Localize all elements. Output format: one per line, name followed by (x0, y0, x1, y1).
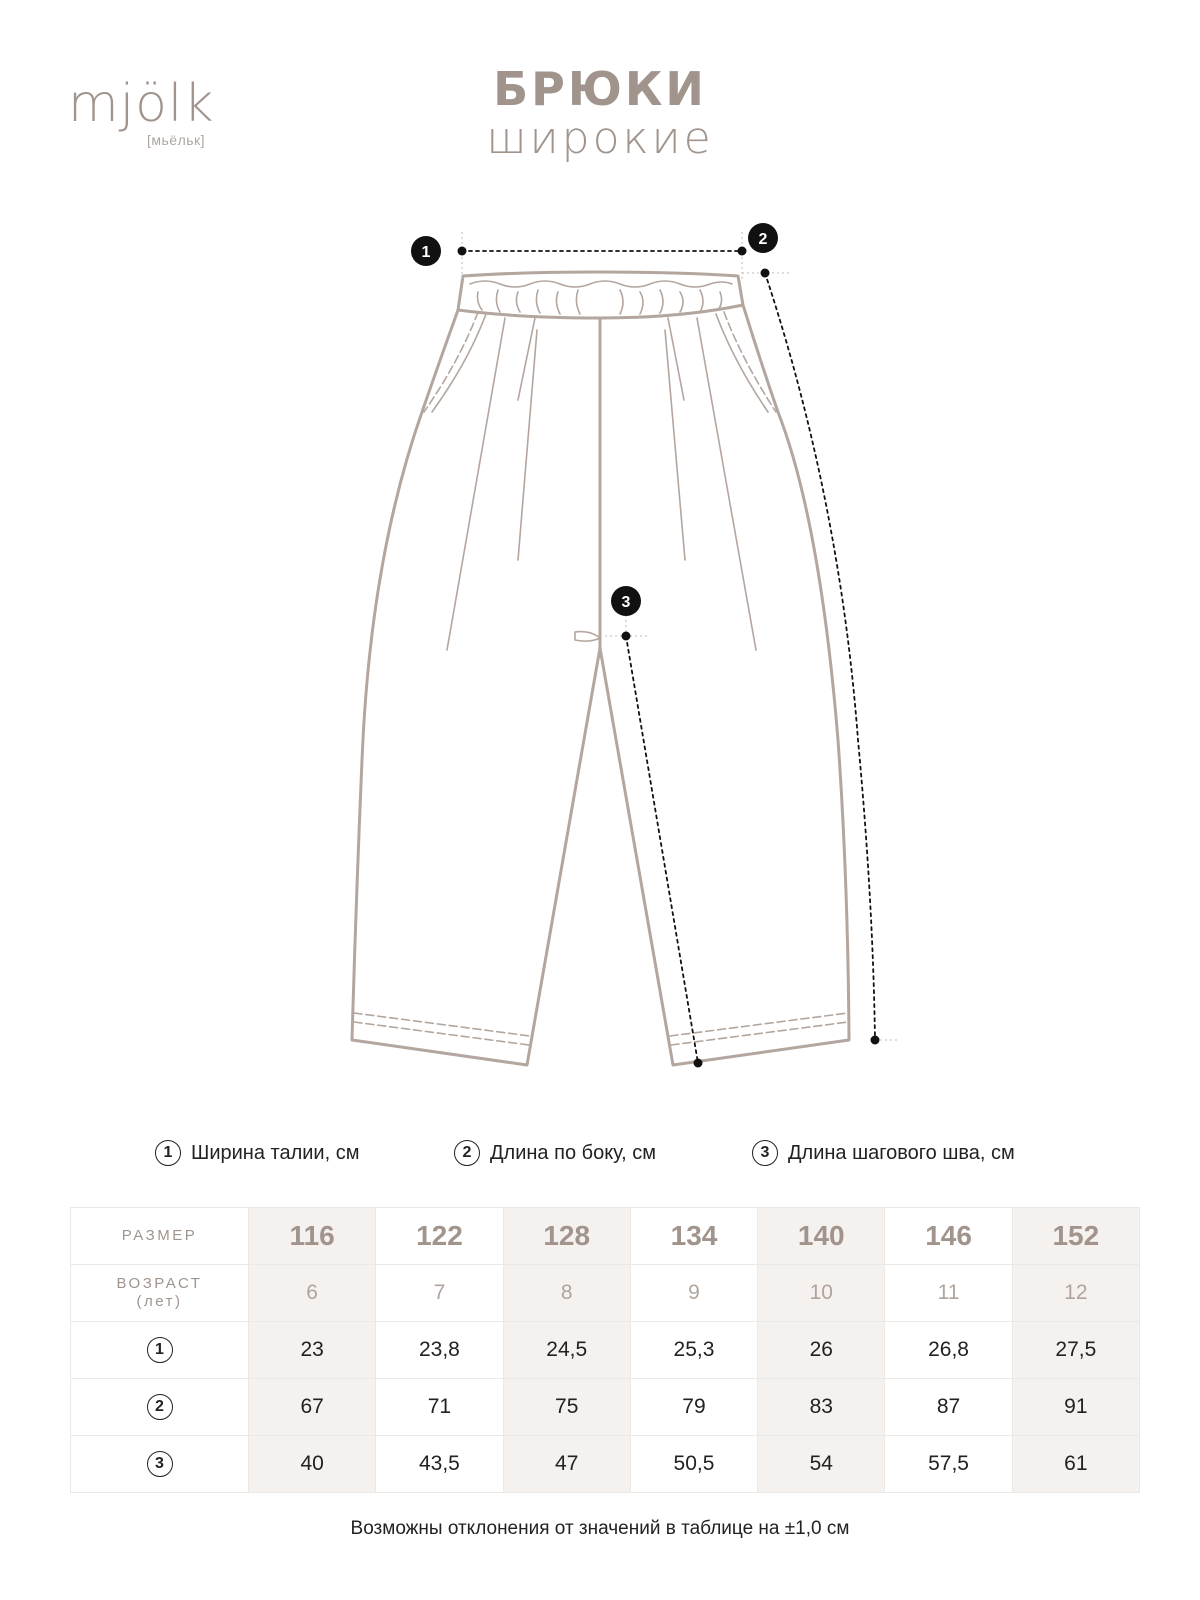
size-cell: 152 (1012, 1208, 1139, 1265)
value-cell: 23 (249, 1322, 376, 1379)
age-cell: 6 (249, 1265, 376, 1322)
page-title (0, 62, 1200, 162)
size-cell: 146 (885, 1208, 1012, 1265)
value-cell: 71 (376, 1379, 503, 1436)
legend-item-waist (155, 1140, 359, 1166)
marker-3-label: 3 (621, 594, 631, 611)
value-cell: 27,5 (1012, 1322, 1139, 1379)
age-cell: 10 (758, 1265, 885, 1322)
row-number-cell (71, 1379, 249, 1436)
measurement-legend (0, 1140, 1200, 1170)
value-cell: 40 (249, 1436, 376, 1493)
brand-transliteration: [мьёльк] (147, 132, 206, 148)
row-number-3: 3 (147, 1451, 173, 1477)
table-row-inseam (71, 1436, 1140, 1493)
row-number-cell (71, 1322, 249, 1379)
title-main: БРЮКИ (493, 62, 707, 116)
value-cell: 67 (249, 1379, 376, 1436)
pants-technical-drawing (0, 200, 1200, 1100)
legend-label-waist: Ширина талии, см (191, 1141, 360, 1164)
value-cell: 24,5 (503, 1322, 630, 1379)
tolerance-note: Возможны отклонения от значений в таблице на ±1,0 см (350, 1518, 850, 1539)
value-cell: 47 (503, 1436, 630, 1493)
marker-1 (411, 236, 441, 266)
legend-label-side-length: Длина по боку, см (490, 1141, 657, 1164)
legend-label-inseam: Длина шагового шва, см (788, 1141, 1015, 1164)
size-cell: 140 (758, 1208, 885, 1265)
row-number-2: 2 (147, 1394, 173, 1420)
value-cell: 79 (630, 1379, 757, 1436)
age-cell: 7 (376, 1265, 503, 1322)
table-row-ages (71, 1265, 1140, 1322)
table-row-waist (71, 1322, 1140, 1379)
age-cell: 11 (885, 1265, 1012, 1322)
row-number-cell (71, 1436, 249, 1493)
age-cell: 12 (1012, 1265, 1139, 1322)
value-cell: 57,5 (885, 1436, 1012, 1493)
value-cell: 50,5 (630, 1436, 757, 1493)
legend-number-2: 2 (454, 1140, 480, 1166)
value-cell: 87 (885, 1379, 1012, 1436)
value-cell: 91 (1012, 1379, 1139, 1436)
title-sub: широкие (486, 113, 714, 164)
age-cell: 8 (503, 1265, 630, 1322)
legend-number-1: 1 (155, 1140, 181, 1166)
marker-3 (611, 586, 641, 616)
marker-1-label: 1 (421, 244, 431, 261)
size-header: РАЗМЕР (71, 1208, 249, 1265)
legend-item-side-length (454, 1140, 656, 1166)
value-cell: 43,5 (376, 1436, 503, 1493)
size-cell: 116 (249, 1208, 376, 1265)
marker-2-label: 2 (758, 231, 768, 248)
age-header-label: ВОЗРАСТ (116, 1275, 203, 1292)
age-header (71, 1265, 249, 1322)
size-table (70, 1207, 1140, 1493)
brand-name: mjölk (68, 74, 215, 134)
value-cell: 26 (758, 1322, 885, 1379)
value-cell: 83 (758, 1379, 885, 1436)
table-row-sizes (71, 1208, 1140, 1265)
age-header-unit: (лет) (136, 1293, 183, 1310)
row-number-1: 1 (147, 1337, 173, 1363)
age-cell: 9 (630, 1265, 757, 1322)
size-cell: 122 (376, 1208, 503, 1265)
value-cell: 75 (503, 1379, 630, 1436)
size-cell: 134 (630, 1208, 757, 1265)
value-cell: 54 (758, 1436, 885, 1493)
table-row-side-length (71, 1379, 1140, 1436)
value-cell: 25,3 (630, 1322, 757, 1379)
value-cell: 26,8 (885, 1322, 1012, 1379)
legend-number-3: 3 (752, 1140, 778, 1166)
value-cell: 23,8 (376, 1322, 503, 1379)
value-cell: 61 (1012, 1436, 1139, 1493)
size-cell: 128 (503, 1208, 630, 1265)
marker-2 (748, 223, 778, 253)
legend-item-inseam (752, 1140, 1015, 1166)
